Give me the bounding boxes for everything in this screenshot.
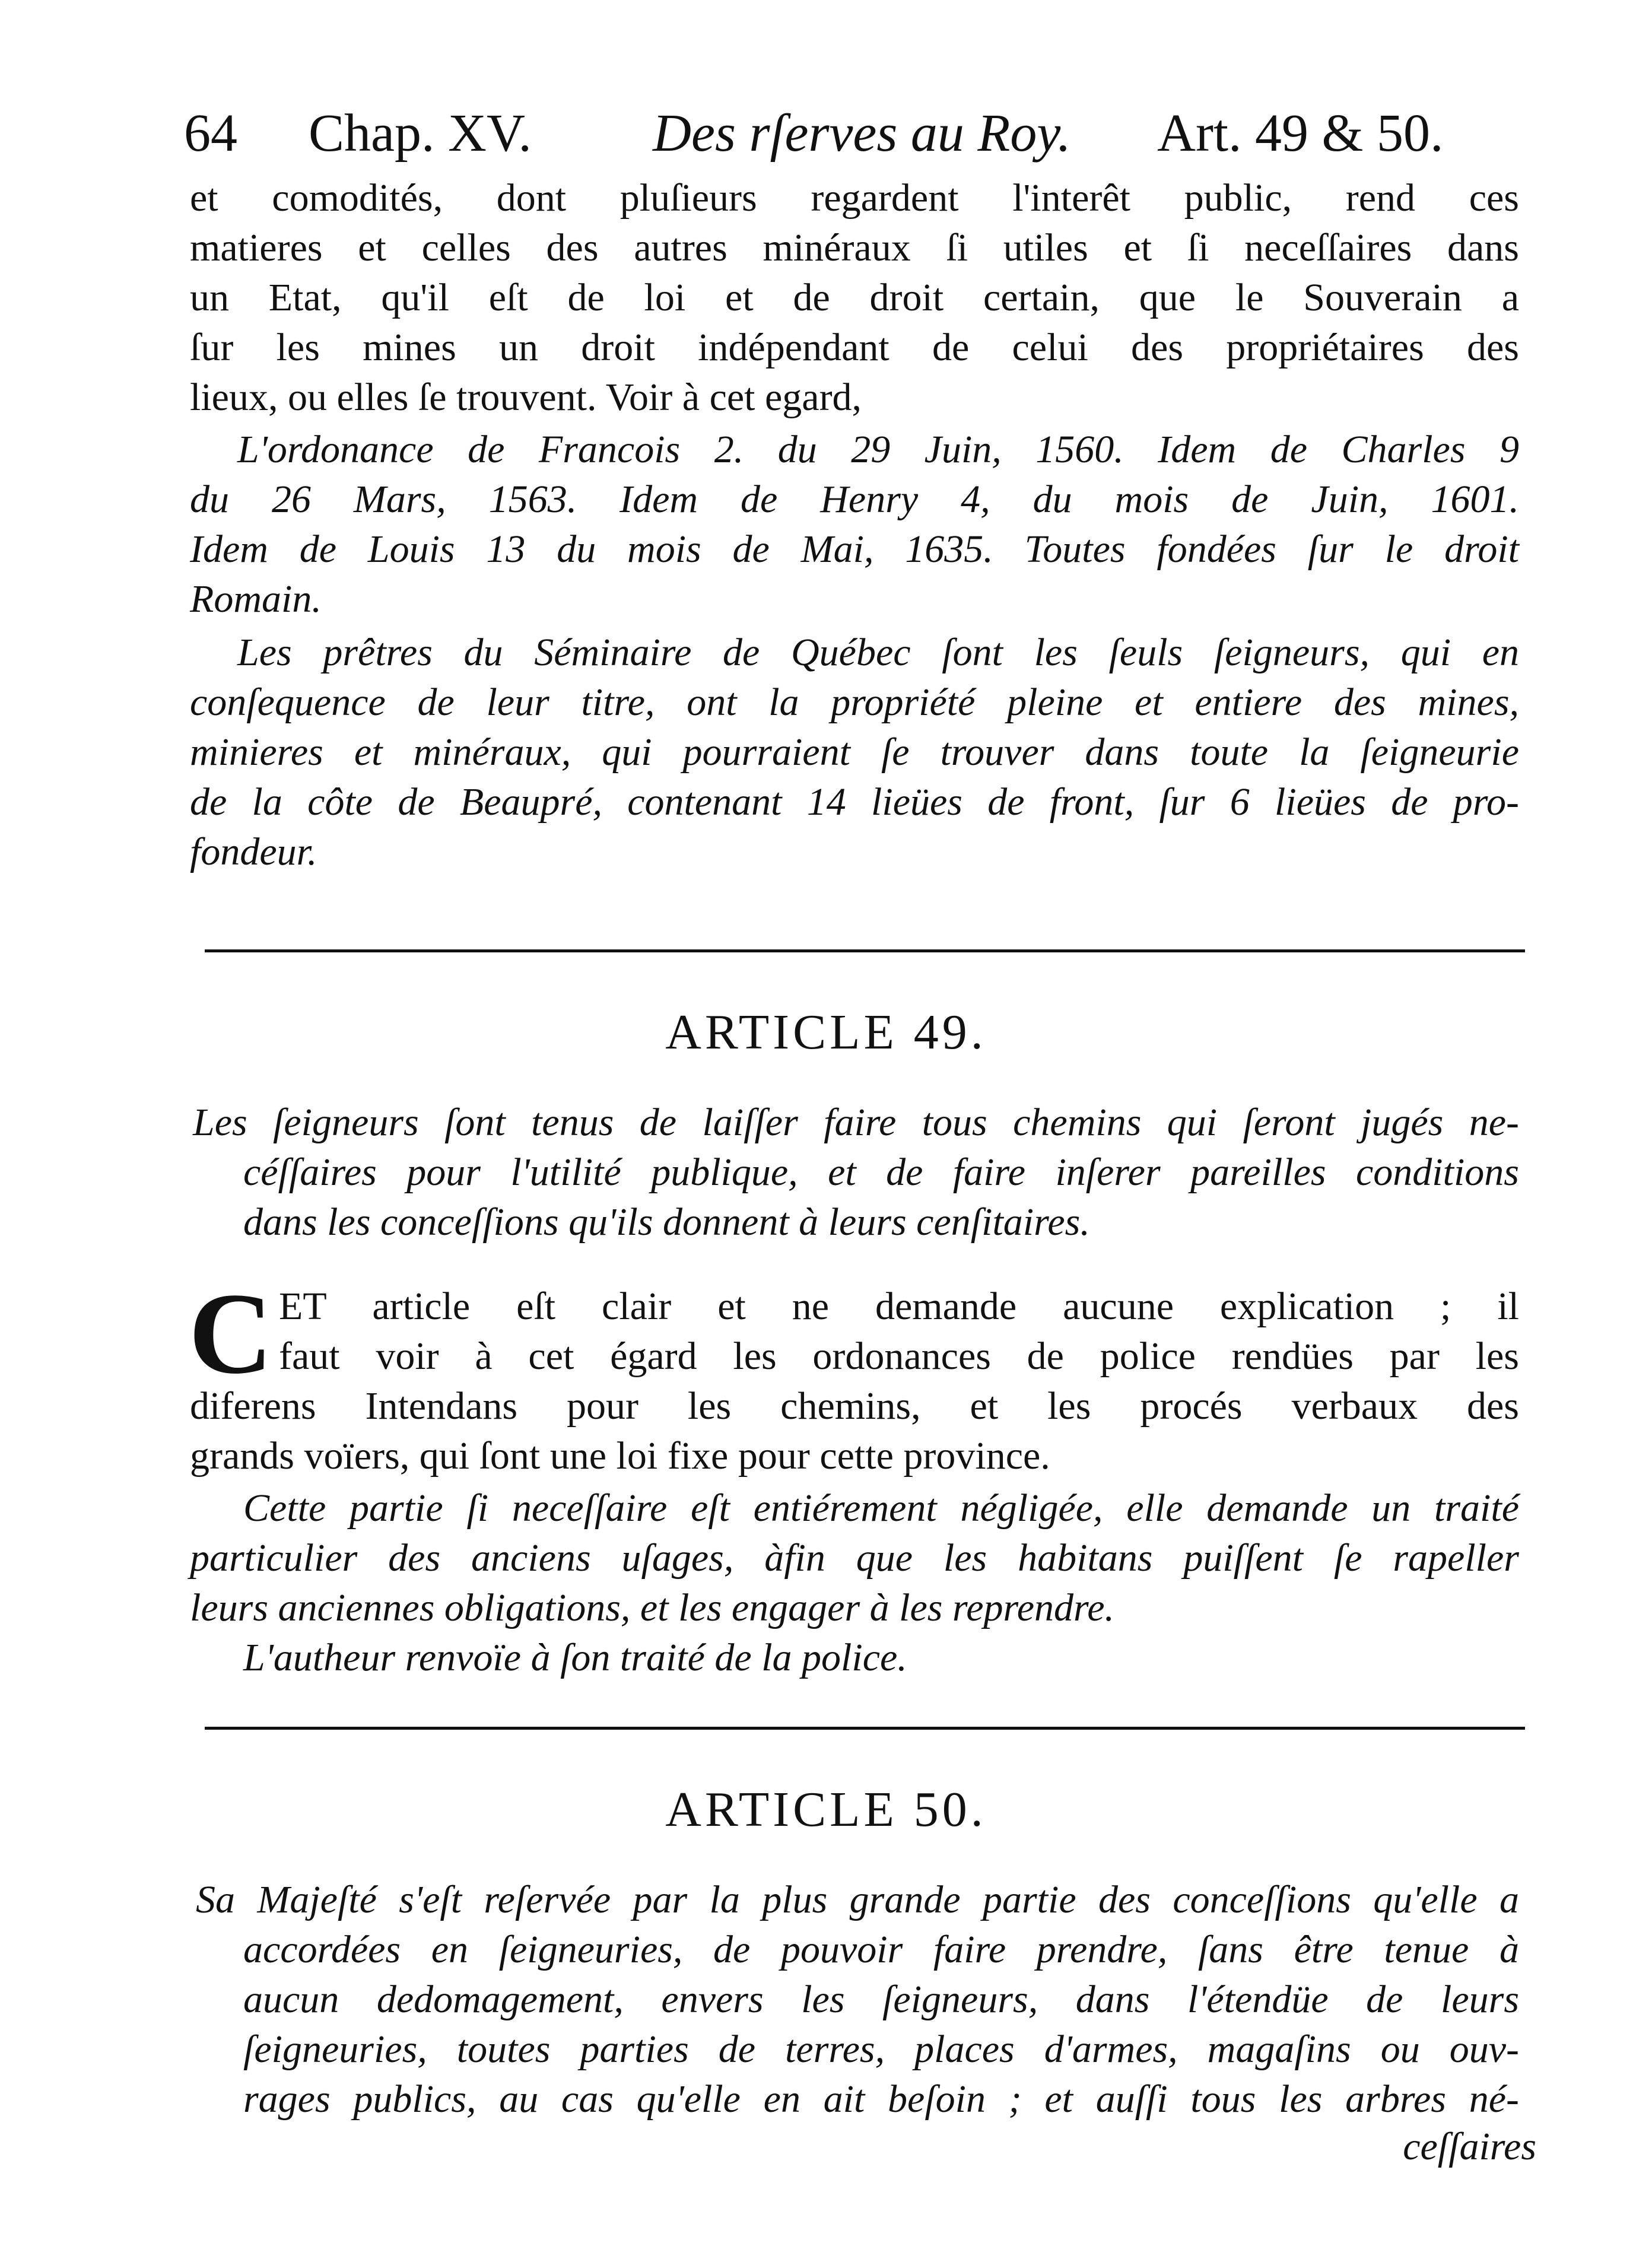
catchword: ceſſaires — [1403, 2125, 1536, 2168]
article-49-note-line: leurs anciennes obligations, et les engager à les reprendre. — [190, 1586, 1115, 1629]
article-50-text-line: aucun dedomagement, envers les ſeigneurs, dans l'étendüe de leurs — [243, 1978, 1519, 2021]
seminary-line: minieres et minéraux, qui pourraient ſe trouver dans toute la ſeigneurie — [190, 730, 1519, 774]
ordinance-line: L'ordonance de Francois 2. du 29 Juin, 1560. Idem de Charles 9 — [237, 428, 1519, 471]
intro-line: ſur les mines un droit indépendant de celui des propriétaires des — [190, 326, 1519, 369]
ordinance-line: Idem de Louis 13 du mois de Mai, 1635. Toutes fondées ſur le droit — [190, 528, 1519, 571]
drop-capital: C — [189, 1269, 273, 1398]
chapter-label: Chap. XV. — [309, 104, 532, 163]
article-49-note-line: particulier des anciens uſages, àfin que les habitans puiſſent ſe rapeller — [190, 1536, 1519, 1580]
seminary-line: Les prêtres du Séminaire de Québec ſont les ſeuls ſeigneurs, qui en — [237, 631, 1519, 674]
seminary-line: fondeur. — [190, 830, 317, 873]
article-50-heading: ARTICLE 50. — [665, 1782, 987, 1837]
intro-line: et comodités, dont pluſieurs regardent l'interêt public, rend ces — [190, 176, 1519, 220]
article-50-text-line: accordées en ſeigneuries, de pouvoir faire prendre, ſans être tenue à — [243, 1928, 1519, 1971]
article-49-text-line: dans les conceſſions qu'ils donnent à leurs cenſitaires. — [243, 1200, 1090, 1244]
article-49-note-line: L'autheur renvoïe à ſon traité de la police. — [243, 1636, 907, 1679]
intro-line: matieres et celles des autres minéraux ſi utiles et ſi neceſſaires dans — [190, 226, 1519, 269]
article-49-text-line: céſſaires pour l'utilité publique, et de faire inſerer pareilles conditions — [243, 1151, 1519, 1194]
intro-line: lieux, ou elles ſe trouvent. Voir à cet egard, — [190, 376, 862, 419]
seminary-line: conſequence de leur titre, ont la propriété pleine et entiere des mines, — [190, 681, 1519, 724]
article-49-commentary-line: grands voïers, qui ſont une loi fixe pour cette province. — [190, 1434, 1050, 1478]
running-title: Des rſerves au Roy. — [653, 104, 1071, 163]
article-49-text-line: Les ſeigneurs ſont tenus de laiſſer faire tous chemins qui ſeront jugés ne- — [193, 1101, 1519, 1144]
section-rule — [205, 1727, 1525, 1730]
article-49-commentary-line: diferens Intendans pour les chemins, et les procés verbaux des — [190, 1384, 1519, 1428]
article-50-text-line: Sa Majeſté s'eſt reſervée par la plus grande partie des conceſſions qu'elle a — [196, 1878, 1519, 1921]
intro-line: un Etat, qu'il eſt de loi et de droit certain, que le Souverain a — [190, 276, 1519, 319]
ordinance-line: Romain. — [190, 577, 322, 621]
running-header — [184, 101, 1525, 166]
page-number: 64 — [184, 104, 237, 163]
article-49-heading: ARTICLE 49. — [665, 1005, 987, 1060]
seminary-line: de la côte de Beaupré, contenant 14 lieües de front, ſur 6 lieües de pro- — [190, 780, 1519, 824]
ordinance-line: du 26 Mars, 1563. Idem de Henry 4, du mois de Juin, 1601. — [190, 478, 1519, 521]
section-rule — [205, 949, 1525, 952]
article-49-commentary-line: faut voir à cet égard les ordonances de police rendües par les — [279, 1335, 1519, 1378]
article-49-note-line: Cette partie ſi neceſſaire eſt entiérement négligée, elle demande un traité — [243, 1486, 1519, 1530]
article-range: Art. 49 & 50. — [1157, 104, 1444, 163]
article-50-text-line: ſeigneuries, toutes parties de terres, places d'armes, magaſins ou ouv- — [243, 2028, 1519, 2071]
article-50-text-line: rages publics, au cas qu'elle en ait beſoin ; et auſſi tous les arbres né- — [243, 2077, 1519, 2121]
article-49-commentary-line: ET article eſt clair et ne demande aucune explication ; il — [279, 1285, 1519, 1328]
